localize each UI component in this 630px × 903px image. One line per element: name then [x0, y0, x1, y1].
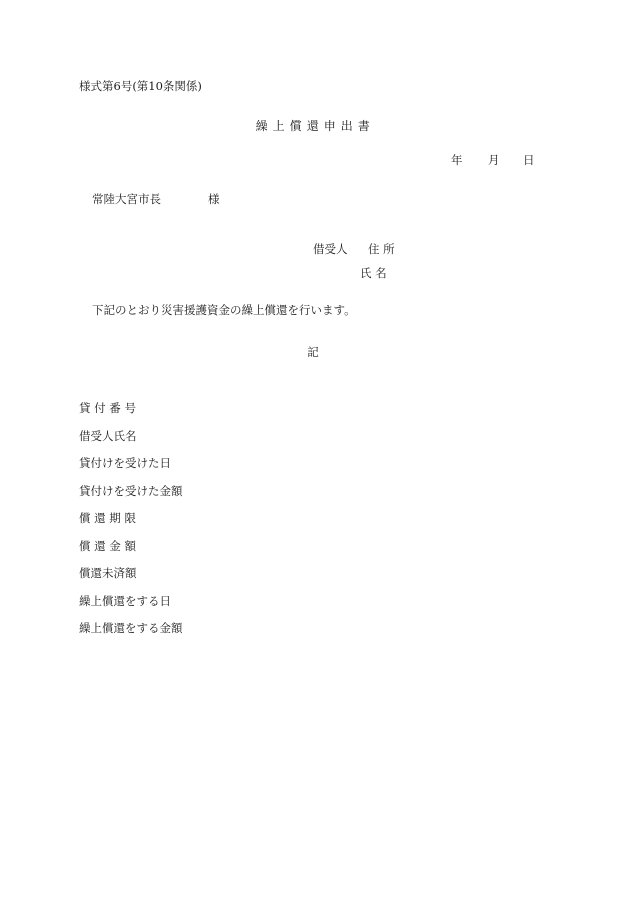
- item-repayment-deadline: 償 還 期 限: [79, 511, 136, 525]
- addressee-line: [92, 194, 220, 206]
- item-repayment-amount: 償 還 金 額: [79, 538, 136, 553]
- document-title: 繰 上 償 還 申 出 書: [255, 119, 371, 133]
- borrower-address-label: 住 所: [368, 242, 395, 256]
- ki-heading: 記: [307, 345, 319, 359]
- date-day-label: 日: [523, 153, 535, 167]
- item-early-repayment-amount: 繰上償還をする金額: [79, 621, 183, 635]
- statement-text: 下記のとおり災害援護資金の繰上償還を行います。: [92, 303, 356, 317]
- item-loan-date: 貸付けを受けた日: [79, 456, 171, 470]
- date-month-label: 月: [488, 153, 500, 167]
- addressee-mayor: 常陸大宮市長: [92, 192, 161, 206]
- borrower-role-label: 借受人: [313, 242, 348, 256]
- date-line: [451, 155, 535, 167]
- borrower-address-line: [313, 244, 395, 256]
- addressee-honorific: 様: [208, 192, 220, 206]
- borrower-name-label: 氏 名: [360, 266, 387, 280]
- item-early-repayment-date: 繰上償還をする日: [79, 593, 171, 608]
- form-number: 様式第6号(第10条関係): [79, 79, 202, 93]
- item-borrower-name: 借受人氏名: [79, 428, 137, 443]
- item-loan-amount: 貸付けを受けた金額: [79, 483, 183, 498]
- item-list: [79, 403, 183, 651]
- date-year-label: 年: [451, 153, 463, 167]
- item-loan-number: 貸 付 番 号: [79, 401, 136, 415]
- item-outstanding-amount: 償還未済額: [79, 566, 137, 580]
